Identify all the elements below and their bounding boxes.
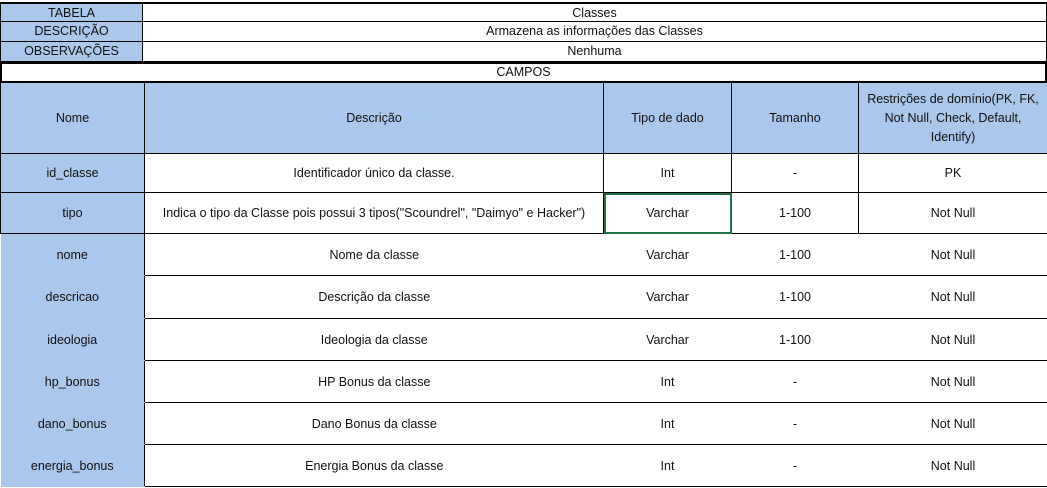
cell-nome[interactable]: nome [1, 234, 145, 276]
cell-descricao[interactable]: Descrição da classe [145, 276, 604, 319]
cell-restricoes[interactable]: Not Null [859, 445, 1047, 487]
col-header-nome[interactable]: Nome [1, 83, 145, 154]
cell-descricao[interactable]: Nome da classe [145, 234, 604, 276]
observacoes-label[interactable]: OBSERVAÇÕES [0, 42, 143, 62]
table-row [1, 276, 1047, 319]
cell-tamanho[interactable]: 1-100 [732, 193, 859, 234]
observacoes-value[interactable]: Nenhuma [143, 42, 1047, 62]
cell-nome[interactable]: ideologia [1, 319, 145, 361]
cell-tamanho[interactable]: - [732, 361, 859, 403]
table-row [1, 445, 1047, 487]
col-header-restricoes[interactable]: Restrições de domínio(PK, FK, Not Null, Check, Default, Identify) [859, 83, 1047, 154]
cell-nome[interactable]: tipo [1, 193, 145, 234]
cell-tipo[interactable]: Int [604, 361, 732, 403]
descricao-label[interactable]: DESCRIÇÃO [0, 22, 143, 42]
cell-tamanho[interactable]: 1-100 [732, 319, 859, 361]
cell-nome[interactable]: hp_bonus [1, 361, 145, 403]
cell-tipo[interactable]: Varchar [604, 319, 732, 361]
tabela-label[interactable]: TABELA [0, 2, 143, 22]
cell-descricao[interactable]: HP Bonus da classe [145, 361, 604, 403]
col-header-tamanho[interactable]: Tamanho [732, 83, 859, 154]
cell-descricao[interactable]: Energia Bonus da classe [145, 445, 604, 487]
cell-restricoes[interactable]: Not Null [859, 319, 1047, 361]
descricao-value[interactable]: Armazena as informações das Classes [143, 22, 1047, 42]
cell-descricao[interactable]: Identificador único da classe. [145, 154, 604, 193]
cell-nome[interactable]: energia_bonus [1, 445, 145, 487]
cell-tipo[interactable]: Varchar [604, 276, 732, 319]
cell-nome[interactable]: id_classe [1, 154, 145, 193]
cell-tamanho[interactable]: - [732, 154, 859, 193]
table-row [1, 234, 1047, 276]
table-row [1, 154, 1047, 193]
fields-table [0, 82, 1047, 487]
cell-tipo[interactable]: Int [604, 154, 732, 193]
cell-restricoes[interactable]: Not Null [859, 361, 1047, 403]
header-row [1, 83, 1047, 154]
cell-tipo[interactable]: Varchar [604, 234, 732, 276]
cell-restricoes[interactable]: Not Null [859, 276, 1047, 319]
cell-restricoes[interactable]: Not Null [859, 234, 1047, 276]
col-header-descricao[interactable]: Descrição [145, 83, 604, 154]
cell-tamanho[interactable]: - [732, 445, 859, 487]
col-header-tipo[interactable]: Tipo de dado [604, 83, 732, 154]
cell-tipo[interactable]: Int [604, 445, 732, 487]
cell-tamanho[interactable]: 1-100 [732, 234, 859, 276]
cell-descricao[interactable]: Indica o tipo da Classe pois possui 3 tipos("Scoundrel", "Daimyo" e Hacker") [145, 193, 604, 234]
cell-restricoes[interactable]: Not Null [859, 193, 1047, 234]
cell-nome[interactable]: dano_bonus [1, 403, 145, 445]
table-row [1, 361, 1047, 403]
cell-tamanho[interactable]: - [732, 403, 859, 445]
tabela-value[interactable]: Classes [143, 2, 1047, 22]
cell-descricao[interactable]: Dano Bonus da classe [145, 403, 604, 445]
table-row [1, 319, 1047, 361]
cell-tamanho[interactable]: 1-100 [732, 276, 859, 319]
table-row [1, 193, 1047, 234]
cell-tipo[interactable]: Int [604, 403, 732, 445]
cell-restricoes[interactable]: PK [859, 154, 1047, 193]
cell-tipo-selected[interactable]: Varchar [604, 193, 732, 234]
cell-descricao[interactable]: Ideologia da classe [145, 319, 604, 361]
cell-restricoes[interactable]: Not Null [859, 403, 1047, 445]
cell-nome[interactable]: descricao [1, 276, 145, 319]
campos-title[interactable]: CAMPOS [0, 62, 1047, 82]
table-row [1, 403, 1047, 445]
